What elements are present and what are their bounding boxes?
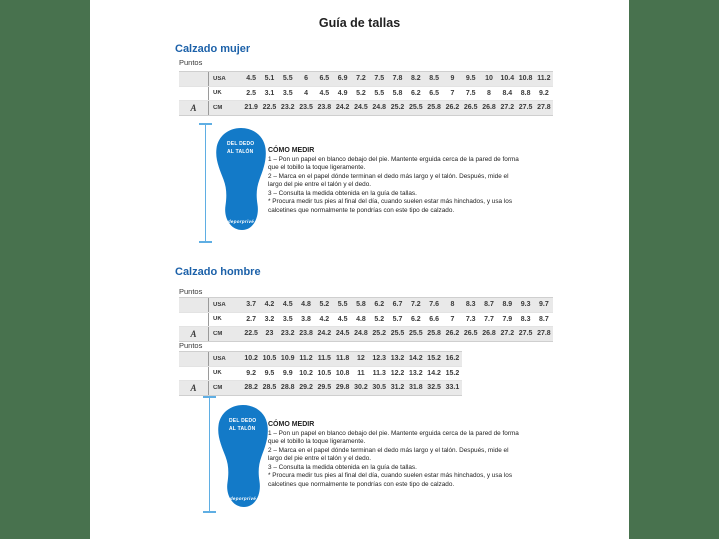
size-value: 11.3: [372, 369, 386, 377]
size-value: 10.2: [299, 369, 313, 377]
size-value: 5.2: [356, 89, 366, 97]
foot-label-line2: AL TALÓN: [229, 425, 256, 432]
size-value: 31.8: [409, 384, 423, 392]
size-value: 10.2: [244, 355, 258, 363]
row-marker: A: [179, 381, 209, 395]
size-value: 8.3: [465, 301, 476, 309]
size-value: 12: [357, 355, 365, 363]
howto-step-note: * Procura medir tus pies al final del día, cuando suelen estar más hinchados, y usa los calcetines que normalmente te pondrías con este tipo de calzado.: [268, 198, 513, 214]
size-value: 15.2: [445, 369, 460, 377]
size-value: 4.8: [356, 315, 366, 323]
size-value: 4.5: [246, 75, 257, 83]
size-value: 10.8: [518, 75, 533, 83]
row-marker: A: [179, 327, 209, 341]
section-heading-men: Calzado hombre: [175, 266, 261, 278]
size-value: 4.5: [282, 301, 293, 309]
size-value: 22.5: [244, 330, 258, 338]
size-value: 6.5: [319, 75, 330, 83]
table-row: [179, 101, 553, 115]
row-marker-empty: [179, 367, 209, 381]
section-heading-women: Calzado mujer: [175, 43, 251, 55]
howto-step-1: 1 – Pon un papel en blanco debajo del pie. Mantente erguida cerca de la pared de forma que el tobillo la toque ligeramente.: [268, 156, 519, 172]
size-value: 9.9: [282, 369, 293, 377]
size-value: 6.5: [429, 89, 439, 97]
size-value: 26.5: [463, 104, 478, 112]
size-value: 24.5: [354, 104, 368, 112]
size-value: 28.8: [280, 384, 295, 392]
size-value: 7: [450, 315, 455, 323]
brand-logo: deporprivé: [227, 219, 255, 224]
size-value: 29.5: [317, 384, 332, 392]
size-value: 24.2: [317, 330, 332, 338]
size-value: 7.2: [410, 301, 421, 309]
size-value: 26.8: [482, 104, 496, 112]
size-value: 26.2: [445, 330, 460, 338]
size-value: 4.5: [337, 315, 348, 323]
size-value: 9.5: [465, 75, 476, 83]
size-value: 4.2: [319, 315, 330, 323]
size-value: 24.5: [335, 330, 350, 338]
size-value: 7: [450, 89, 455, 97]
size-value: 22.5: [262, 104, 277, 112]
size-value: 4.8: [301, 301, 311, 309]
size-value: 24.8: [354, 330, 368, 338]
men-size-table-2: [179, 351, 462, 396]
size-value: 13.2: [390, 355, 405, 363]
size-value: 7.5: [465, 89, 476, 97]
row-label: CM: [213, 330, 223, 337]
size-value: 6: [304, 75, 308, 83]
size-value: 8.4: [502, 89, 513, 97]
size-value: 26.8: [482, 330, 496, 338]
size-value: 29.2: [299, 384, 313, 392]
size-value: 5.5: [282, 75, 293, 83]
size-value: 13.2: [409, 369, 423, 377]
size-value: 9.7: [539, 301, 549, 309]
howto-title: CÓMO MEDIR: [268, 421, 315, 428]
size-value: 27.2: [500, 330, 515, 338]
size-value: 8.7: [484, 301, 494, 309]
howto-step-2: 2 – Marca en el papel dónde terminan el dedo más largo y el talón. Después, mide el largo del pie entre el talón y el dedo.: [268, 172, 509, 189]
table-row: [179, 352, 462, 367]
size-value: 8.8: [520, 89, 531, 97]
size-value: 27.8: [537, 104, 551, 112]
size-value: 9.5: [264, 369, 275, 377]
row-label: USA: [213, 301, 226, 308]
size-value: 7.8: [392, 75, 403, 83]
size-value: 5.2: [319, 301, 330, 309]
size-value: 5.1: [264, 75, 275, 83]
size-guide-sheet: [90, 0, 629, 539]
howto-step-2: 2 – Marca en el papel dónde terminan el dedo más largo y el talón. Después, mide el largo del pie entre el talón y el dedo.: [268, 446, 509, 463]
size-value: 25.5: [409, 330, 423, 338]
size-value: 11.2: [299, 355, 313, 363]
size-value: 3.1: [264, 89, 275, 97]
size-value: 33.1: [445, 384, 460, 392]
size-value: 9.2: [246, 369, 257, 377]
measure-line: [205, 124, 206, 242]
row-marker-empty: [179, 298, 209, 312]
size-value: 21.9: [244, 104, 258, 112]
foot-label: [214, 141, 268, 157]
table-row: [179, 87, 553, 102]
row-label: CM: [213, 104, 223, 111]
size-value: 8.3: [520, 315, 531, 323]
howto-title: CÓMO MEDIR: [268, 147, 315, 154]
table-row: [179, 298, 553, 313]
size-value: 8: [487, 89, 491, 97]
size-value: 7.9: [502, 315, 513, 323]
size-value: 3.7: [246, 301, 257, 309]
size-value: 16.2: [445, 355, 460, 363]
size-value: 7.7: [484, 315, 494, 323]
row-label: USA: [213, 355, 226, 362]
size-value: 30.5: [372, 384, 387, 392]
size-value: 8: [450, 301, 455, 309]
size-value: 7.3: [465, 315, 476, 323]
row-label: UK: [213, 90, 222, 97]
size-value: 5.8: [392, 89, 403, 97]
size-value: 7.5: [374, 75, 385, 83]
size-value: 23.2: [280, 330, 295, 338]
size-value: 27.8: [537, 330, 551, 338]
size-value: 3.5: [282, 315, 293, 323]
size-value: 25.2: [372, 330, 387, 338]
size-value: 12.2: [390, 369, 405, 377]
row-label: UK: [213, 370, 222, 377]
size-value: 3.2: [264, 315, 275, 323]
size-value: 27.5: [518, 330, 533, 338]
size-value: 10: [485, 75, 493, 83]
size-value: 11: [357, 369, 365, 377]
size-value: 24.8: [372, 104, 387, 112]
size-value: 15.2: [427, 355, 441, 363]
size-value: 5.8: [356, 301, 366, 309]
row-marker: A: [179, 101, 209, 115]
size-value: 10.5: [317, 369, 332, 377]
size-value: 7.2: [356, 75, 366, 83]
size-value: 24.2: [335, 104, 350, 112]
howto-step-note: * Procura medir tus pies al final del día, cuando suelen estar más hinchados, y usa los calcetines que normalmente te pondrías con este tipo de calzado.: [268, 472, 513, 488]
size-value: 4.9: [337, 89, 348, 97]
page-title: Guía de tallas: [318, 16, 401, 30]
size-value: 2.5: [246, 89, 257, 97]
size-value: 5.5: [374, 89, 385, 97]
puntos-label: Puntos: [179, 341, 203, 350]
size-value: 4.5: [319, 89, 330, 97]
table-row: [179, 367, 462, 382]
size-value: 28.2: [244, 384, 258, 392]
women-size-table: [179, 71, 553, 116]
row-marker-empty: [179, 72, 209, 86]
size-value: 26.2: [445, 104, 460, 112]
row-label: UK: [213, 316, 222, 323]
size-value: 4.2: [264, 301, 275, 309]
foot-label-line1: DEL DEDO: [229, 418, 257, 424]
measure-cap-bottom: [199, 241, 212, 243]
brand-logo: deporprivé: [229, 496, 257, 501]
size-value: 3.5: [282, 89, 293, 97]
size-value: 26.5: [463, 330, 478, 338]
table-row: [179, 72, 553, 87]
size-value: 23.5: [299, 104, 313, 112]
row-marker-empty: [179, 352, 209, 366]
size-value: 27.2: [500, 104, 515, 112]
size-value: 3.8: [301, 315, 311, 323]
size-value: 5.5: [337, 301, 348, 309]
table-row: [179, 381, 462, 395]
how-to-measure-men: [268, 421, 522, 489]
size-value: 25.2: [390, 104, 405, 112]
size-value: 27.5: [518, 104, 533, 112]
size-value: 12.3: [372, 355, 387, 363]
measure-cap-bottom: [203, 511, 216, 513]
size-value: 23.8: [317, 104, 332, 112]
row-label: CM: [213, 384, 223, 391]
size-value: 14.2: [427, 369, 441, 377]
size-value: 9: [450, 75, 455, 83]
size-value: 10.5: [262, 355, 277, 363]
row-marker-empty: [179, 313, 209, 327]
size-value: 9.3: [520, 301, 531, 309]
size-value: 4: [304, 89, 308, 97]
howto-step-3: 3 – Consulta la medida obtenida en la guía de tallas.: [268, 189, 417, 197]
size-value: 7.6: [429, 301, 439, 309]
table-row: [179, 327, 553, 341]
size-value: 32.5: [427, 384, 441, 392]
size-value: 10.8: [335, 369, 350, 377]
size-value: 6.9: [337, 75, 348, 83]
size-value: 10.9: [280, 355, 295, 363]
size-value: 23: [265, 330, 274, 338]
size-value: 25.8: [427, 104, 441, 112]
how-to-measure-women: [268, 147, 522, 215]
foot-label-line2: AL TALÓN: [227, 148, 254, 155]
howto-step-1: 1 – Pon un papel en blanco debajo del pie. Mantente erguida cerca de la pared de forma que el tobillo la toque ligeramente.: [268, 430, 519, 446]
size-value: 11.5: [317, 355, 331, 363]
size-value: 31.2: [390, 384, 405, 392]
size-value: 5.2: [374, 315, 385, 323]
size-value: 28.5: [262, 384, 277, 392]
puntos-label: Puntos: [179, 287, 203, 296]
foot-label: [216, 418, 270, 434]
size-value: 10.4: [500, 75, 515, 83]
size-value: 6.7: [392, 301, 403, 309]
size-value: 30.2: [354, 384, 368, 392]
row-marker-empty: [179, 87, 209, 101]
size-value: 8.5: [429, 75, 439, 83]
puntos-label: Puntos: [179, 58, 203, 67]
size-value: 5.7: [392, 315, 403, 323]
size-value: 6.2: [410, 89, 421, 97]
men-size-table-1: [179, 297, 553, 342]
table-row: [179, 313, 553, 328]
size-value: 8.9: [502, 301, 513, 309]
foot-label-line1: DEL DEDO: [227, 141, 255, 147]
size-value: 8.2: [410, 75, 421, 83]
size-value: 25.5: [409, 104, 423, 112]
size-value: 11.8: [336, 355, 350, 363]
size-value: 8.7: [539, 315, 549, 323]
size-value: 23.8: [299, 330, 313, 338]
size-value: 23.2: [280, 104, 295, 112]
measure-line: [209, 397, 210, 512]
howto-step-3: 3 – Consulta la medida obtenida en la guía de tallas.: [268, 463, 417, 471]
size-value: 25.8: [427, 330, 441, 338]
size-value: 29.8: [335, 384, 350, 392]
size-value: 6.2: [374, 301, 385, 309]
size-value: 6.2: [410, 315, 421, 323]
size-value: 9.2: [539, 89, 549, 97]
size-value: 25.5: [390, 330, 405, 338]
size-value: 2.7: [246, 315, 257, 323]
row-label: USA: [213, 75, 226, 82]
size-value: 6.6: [429, 315, 439, 323]
size-value: 14.2: [409, 355, 423, 363]
size-value: 11.2: [537, 75, 551, 83]
